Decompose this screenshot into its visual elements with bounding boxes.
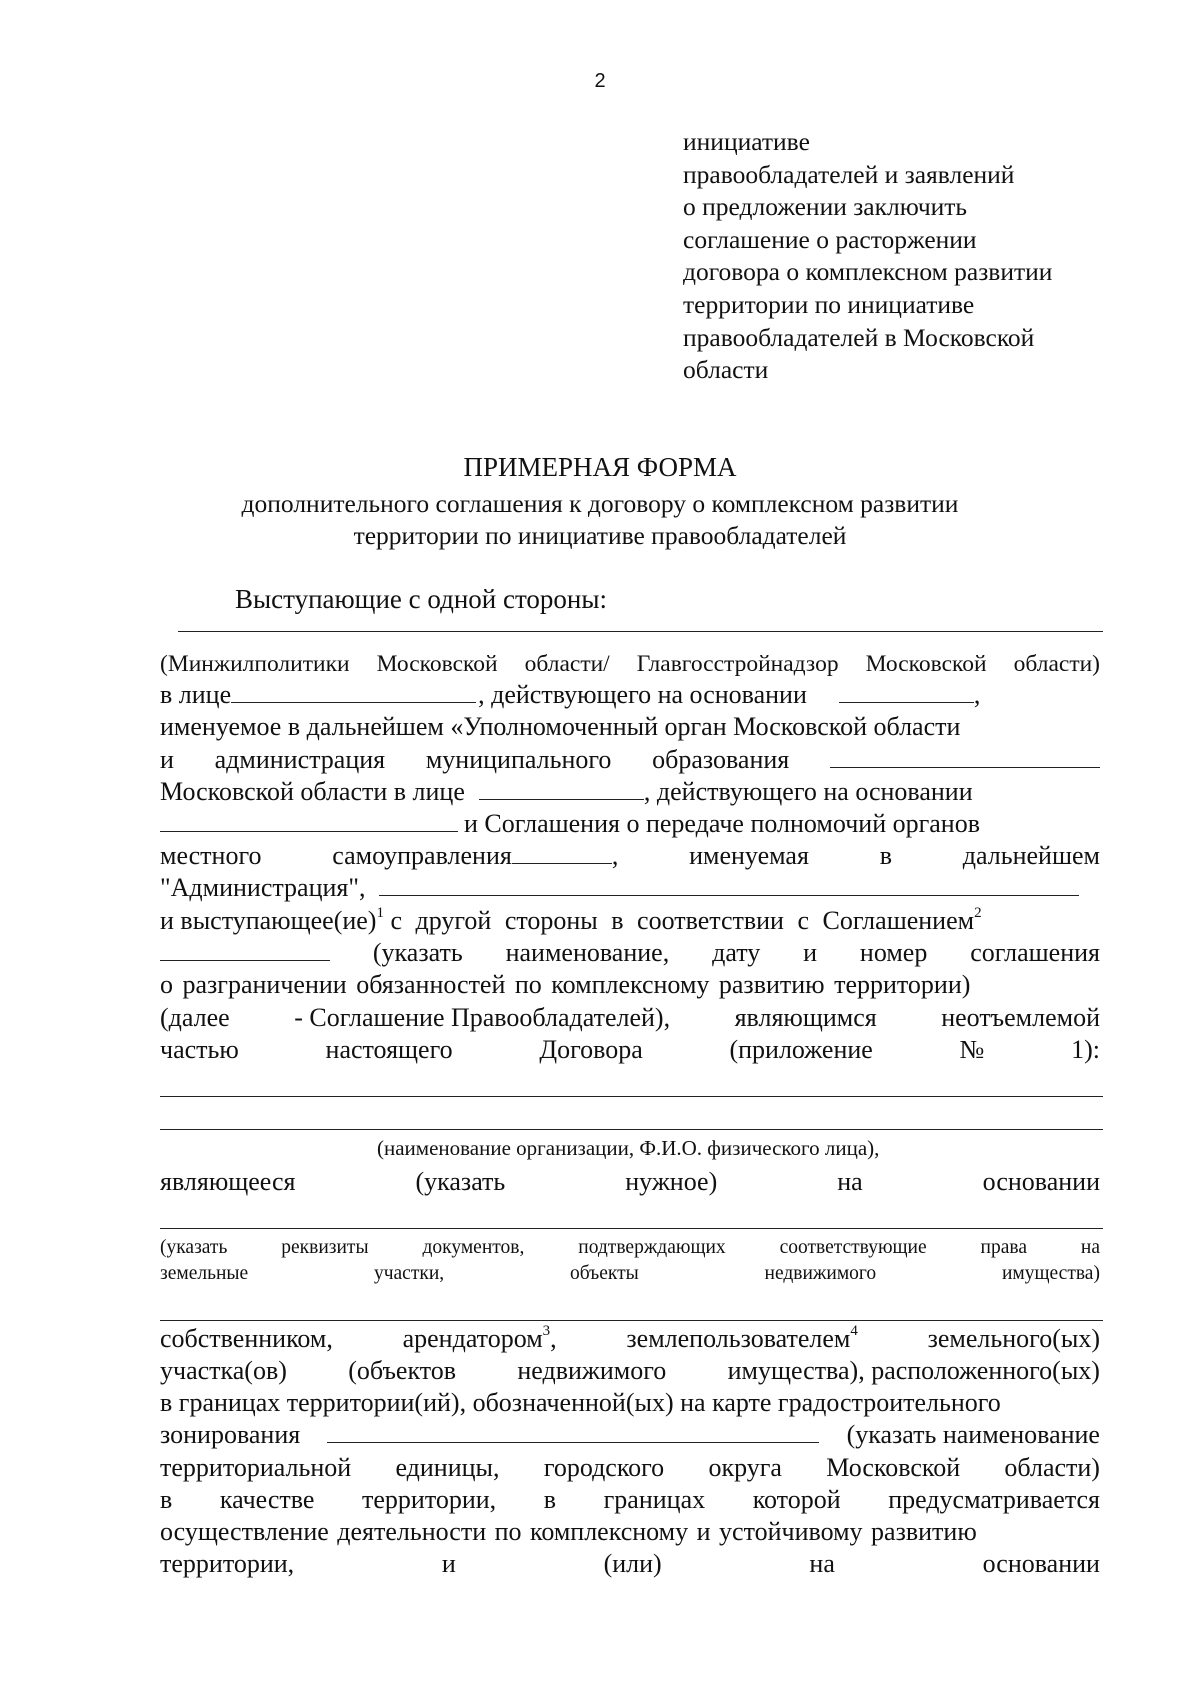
docs-caption: (указать реквизиты документов, подтверждающих соответствующие права на — [160, 1237, 1100, 1258]
docs-caption: земельные участки, объекты недвижимого имущества) — [160, 1263, 1100, 1284]
intro-line: Выступающие с одной стороны: — [235, 584, 608, 614]
in-face-line: в лице , действующего на основании , — [160, 680, 981, 709]
fill-blank — [512, 841, 612, 864]
admin-line: и администрация муниципального образования — [160, 745, 1100, 775]
header-line: договора о комплексном развитии — [683, 257, 1053, 287]
as-territory-line: в качестве территории, в границах которой предусматривается — [160, 1485, 1100, 1514]
header-line: правообладателей в Московской — [683, 322, 1035, 352]
mo-face-line: Московской области в лице , действующего на основании — [160, 777, 973, 806]
delimit-line: о разграничении обязанностей по комплексному развитию территории) — [160, 970, 971, 999]
document-subtitle: территории по инициативе правообладателей — [353, 521, 847, 550]
fill-blank — [160, 938, 330, 961]
local-gov-line: местного самоуправления , именуемая в дальнейшем — [160, 841, 1100, 870]
fill-line — [160, 1228, 1103, 1229]
fill-blank — [231, 680, 476, 703]
admin-name-line: "Администрация", — [160, 873, 1100, 903]
approval-header — [683, 126, 1183, 387]
specify-line: (указать наименование, дату и номер соглашения — [160, 938, 1100, 968]
fill-blank — [327, 1420, 819, 1443]
document-title: ПРИМЕРНАЯ ФОРМА — [463, 452, 737, 482]
fill-blank — [839, 680, 974, 703]
fill-line — [160, 1096, 1103, 1097]
header-line: правообладателей и заявлений — [683, 159, 1015, 189]
being-line: являющееся (указать нужное) на основании — [160, 1167, 1100, 1196]
fill-blank — [479, 777, 644, 800]
last-line: территории, и (или) на основании — [160, 1549, 1100, 1578]
part-line: частью настоящего Договора (приложение № 1): — [160, 1035, 1100, 1064]
header-line: о предложении заключить — [683, 192, 968, 222]
borders-line: в границах территории(ий), обозначенной(ых) на карте градостроительного — [160, 1388, 1001, 1417]
header-line: инициативе — [683, 127, 810, 156]
org-caption: (наименование организации, Ф.И.О. физического лица), — [377, 1136, 880, 1160]
header-line: области — [683, 355, 769, 385]
fill-blank — [830, 745, 1100, 768]
page-number: 2 — [594, 70, 606, 92]
authorities-line: (Минжилполитики Московской области/ Главгосстройнадзор Московской области) — [160, 651, 1100, 677]
further-line: (далее - Соглашение Правообладателей), являющимся неотъемлемой — [160, 1003, 1100, 1032]
zoning-line: зонирования (указать наименование — [160, 1420, 1100, 1449]
header-line: соглашение о расторжении — [683, 224, 977, 254]
owner-line: собственником, арендатором$^3$, землепользователем$^4$ земельного(ых) — [160, 1323, 1100, 1353]
document-subtitle: дополнительного соглашения к договору о комплексном развитии — [241, 489, 959, 518]
header-line: территории по инициативе — [683, 289, 975, 319]
plots-line: участка(ов) (объектов недвижимого имущества), расположенного(ых) — [160, 1356, 1100, 1385]
other-side-line: и выступающее(ие)$^1$ с другой стороны в соответствии с Соглашением$^2$ — [160, 905, 982, 935]
fill-line — [178, 631, 1103, 632]
fill-line — [160, 1320, 1103, 1321]
fill-blank — [160, 809, 458, 832]
activity-line: осуществление деятельности по комплексному и устойчивому развитию — [160, 1517, 977, 1546]
named-line: именуемое в дальнейшем «Уполномоченный орган Московской области — [160, 712, 961, 741]
fill-line — [160, 1129, 1103, 1130]
territorial-line: территориальной единицы, городского округа Московской области) — [160, 1453, 1100, 1482]
fill-blank — [379, 873, 1079, 896]
agreement-line: и Соглашения о передаче полномочий органов — [160, 809, 1100, 839]
